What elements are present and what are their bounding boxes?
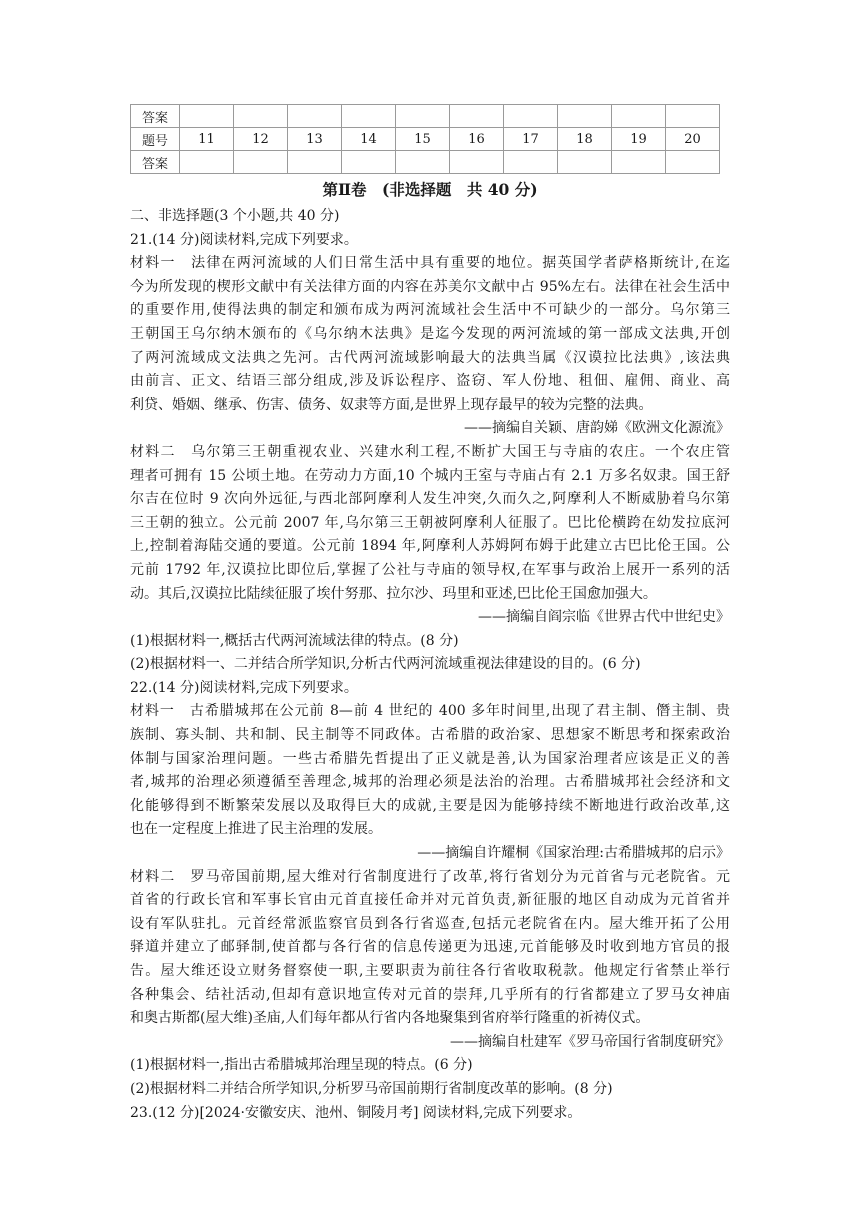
text-line: 首省的行政长官和军事长官由元首直接任命并对元首负责,新征服的地区自动成为元首省并: [130, 892, 730, 909]
text-line: 21.(14 分)阅读材料,完成下列要求。: [130, 231, 358, 248]
answer-table-cell[interactable]: [234, 151, 288, 174]
answer-table-cell[interactable]: [450, 151, 504, 174]
text-line: 材料一 古希腊城邦在公元前 8—前 4 世纪的 400 多年时间里,出现了君主制、僭主制、贵: [130, 703, 730, 720]
text-line: 化能够得到不断繁荣发展以及取得巨大的成就,主要是因为能够持续不断地进行政治改革,这: [130, 797, 730, 814]
text-line: 利贷、婚姻、继承、伤害、债务、奴隶等方面,是世界上现存最早的较为完整的法典。: [130, 396, 653, 413]
answer-table-row: [131, 128, 720, 151]
answer-table: [130, 104, 720, 174]
answer-table-cell: 19: [612, 128, 666, 151]
answer-table-cell: 20: [666, 128, 720, 151]
answer-table-cell[interactable]: [288, 105, 342, 128]
text-line: 三王朝的独立。公元前 2007 年,乌尔第三王朝被阿摩利人征服了。巴比伦横跨在幼发拉底河: [130, 514, 730, 531]
source-citation: ——摘编自杜建军《罗马帝国行省制度研究》: [450, 1033, 730, 1050]
answer-table-cell: 12: [234, 128, 288, 151]
answer-table-cell[interactable]: [396, 151, 450, 174]
answer-table-cell[interactable]: [666, 151, 720, 174]
text-line: 族制、寡头制、共和制、民主制等不同政体。古希腊的政治家、思想家不断思考和探索政治: [130, 727, 730, 744]
answer-table-cell[interactable]: [504, 105, 558, 128]
text-line: 尔吉在位时 9 次向外远征,与西北部阿摩利人发生冲突,久而久之,阿摩利人不断威胁着乌尔第: [130, 491, 730, 508]
answer-table-cell[interactable]: [558, 105, 612, 128]
answer-table-cell: 18: [558, 128, 612, 151]
answer-table-body: [131, 105, 720, 174]
text-line: 设有军队驻扎。元首经常派监察官员到各行省巡查,包括元老院省在内。屋大维开拓了公用: [130, 915, 730, 932]
text-line: 的重要作用,使得法典的制定和颁布成为两河流域社会生活中不可缺少的一部分。乌尔第三: [130, 302, 730, 319]
text-line: 由前言、正文、结语三部分组成,涉及诉讼程序、盗窃、军人份地、租佃、雇佣、商业、高: [130, 373, 730, 390]
answer-table-cell: 14: [342, 128, 396, 151]
answer-table-cell[interactable]: [666, 105, 720, 128]
text-line: 和奥古斯都(屋大维)圣庙,人们每年都从行省内各地聚集到省府举行隆重的祈祷仪式。: [130, 1010, 650, 1027]
source-citation: ——摘编自关颖、唐韵娣《欧洲文化源流》: [464, 420, 730, 437]
text-line: 告。屋大维还设立财务督察使一职,主要职责为前往各行省收取税款。他规定行省禁止举行: [130, 963, 730, 979]
answer-table-cell[interactable]: [558, 151, 612, 174]
source-citation: ——摘编自阎宗临《世界古代中世纪史》: [478, 609, 730, 626]
answer-table-row-label: 题号: [131, 128, 180, 151]
section-title: 第Ⅱ卷 (非选择题 共 40 分): [322, 180, 538, 199]
text-line: 材料二 罗马帝国前期,屋大维对行省制度进行了改革,将行省划分为元首省与元老院省。元: [130, 868, 730, 885]
text-line: (2)根据材料一、二并结合所学知识,分析古代两河流域重视法律建设的目的。(6 分): [130, 656, 641, 673]
answer-table-cell[interactable]: [396, 105, 450, 128]
answer-table-cell: 13: [288, 128, 342, 151]
text-line: 今为所发现的楔形文献中有关法律方面的内容在苏美尔文献中占 95%左右。法律在社会生活中: [130, 278, 730, 295]
question-text: [130, 205, 730, 1125]
text-line: 上,控制着海陆交通的要道。公元前 1894 年,阿摩利人苏姆阿布姆于此建立古巴比伦王国。公: [130, 538, 730, 555]
text-line: (1)根据材料一,概括古代两河流域法律的特点。(8 分): [130, 632, 459, 649]
answer-table-row: [131, 151, 720, 174]
text-line: 理者可拥有 15 公顷土地。在劳动力方面,10 个城内王室与寺庙占有 2.1 万多名奴隶。国王舒: [130, 467, 730, 484]
text-line: 材料二 乌尔第三王朝重视农业、兴建水利工程,不断扩大国王与寺庙的农庄。一个农庄管: [130, 443, 730, 460]
answer-table-cell[interactable]: [288, 151, 342, 174]
answer-table-row-label: 答案: [131, 105, 180, 128]
answer-table-cell: 17: [504, 128, 558, 151]
text-line: 22.(14 分)阅读材料,完成下列要求。: [130, 679, 358, 696]
answer-table-cell: 16: [450, 128, 504, 151]
answer-table-cell[interactable]: [612, 105, 666, 128]
text-line: 各种集会、结社活动,但却有意识地宣传对元首的崇拜,几乎所有的行省都建立了罗马女神庙: [130, 986, 730, 1003]
text-line: 了两河流域成文法典之先河。古代两河流域影响最大的法典当属《汉谟拉比法典》,该法典: [130, 349, 730, 366]
answer-table-cell[interactable]: [180, 151, 234, 174]
answer-table-cell[interactable]: [342, 105, 396, 128]
answer-table-cell[interactable]: [504, 151, 558, 174]
answer-table-cell[interactable]: [180, 105, 234, 128]
answer-table-cell: 15: [396, 128, 450, 151]
answer-table-cell[interactable]: [342, 151, 396, 174]
text-line: (2)根据材料二并结合所学知识,分析罗马帝国前期行省制度改革的影响。(8 分): [130, 1080, 613, 1097]
text-line: 二、非选择题(3 个小题,共 40 分): [130, 208, 340, 224]
answer-table-row: [131, 105, 720, 128]
answer-table-cell[interactable]: [234, 105, 288, 128]
answer-table-cell: 11: [180, 128, 234, 151]
text-line: 23.(12 分)[2024·安徽安庆、池州、铜陵月考] 阅读材料,完成下列要求。: [130, 1104, 582, 1121]
answer-table-cell[interactable]: [612, 151, 666, 174]
answer-table-cell[interactable]: [450, 105, 504, 128]
text-line: (1)根据材料一,指出古希腊城邦治理呈现的特点。(6 分): [130, 1057, 473, 1074]
text-line: 驿道并建立了邮驿制,使首都与各行省的信息传递更为迅速,元首能够及时收到地方官员的报: [130, 939, 730, 956]
text-line: 动。其后,汉谟拉比陆续征服了埃什努那、拉尔沙、玛里和亚述,巴比伦王国愈加强大。: [130, 585, 657, 602]
text-line: 也在一定程度上推进了民主治理的发展。: [130, 821, 382, 838]
answer-table-row-label: 答案: [131, 151, 180, 174]
text-line: 体制与国家治理问题。一些古希腊先哲提出了正义就是善,认为国家治理者应该是正义的善: [130, 750, 730, 767]
text-line: 元前 1792 年,汉谟拉比即位后,掌握了公社与寺庙的领导权,在军事与政治上展开一系列的活: [130, 561, 730, 578]
text-line: 材料一 法律在两河流域的人们日常生活中具有重要的地位。据英国学者萨格斯统计,在迄: [130, 255, 730, 272]
source-citation: ——摘编自许耀桐《国家治理:古希腊城邦的启示》: [417, 845, 730, 862]
text-line: 王朝国王乌尔纳木颁布的《乌尔纳木法典》是迄今发现的两河流域的第一部成文法典,开创: [130, 325, 730, 342]
text-line: 者,城邦的治理必须遵循至善理念,城邦的治理必须是法治的治理。古希腊城邦社会经济和文: [130, 774, 730, 791]
